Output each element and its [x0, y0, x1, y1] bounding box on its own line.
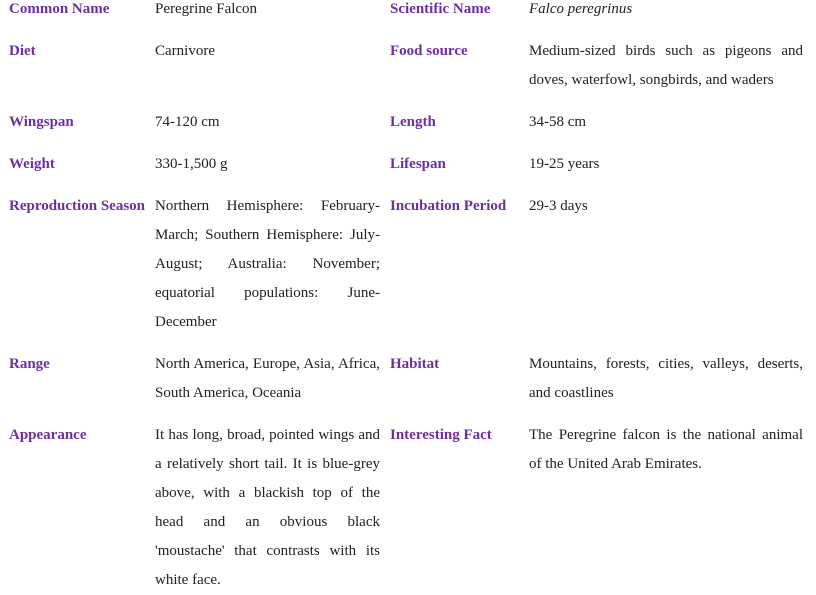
row-value: Falco peregrinus: [529, 1, 633, 17]
row-label: Appearance: [9, 427, 87, 443]
row-label: Diet: [9, 43, 36, 59]
row-value: The Peregrine falcon is the national animal of the United Arab Emirates.: [529, 427, 803, 472]
table-row: [0, 37, 815, 108]
row-value: Peregrine Falcon: [155, 1, 258, 17]
row-value: 34-58 cm: [529, 114, 587, 130]
row-value: Mountains, forests, cities, valleys, deserts, and coastlines: [529, 356, 803, 401]
row-label: Common Name: [9, 1, 110, 17]
row-label: Lifespan: [390, 156, 446, 172]
row-value: Medium-sized birds such as pigeons and doves, waterfowl, songbirds, and waders: [529, 43, 803, 88]
row-label: Reproduction Season: [9, 198, 145, 214]
row-value: Carnivore: [155, 43, 215, 59]
row-label: Length: [390, 114, 436, 130]
row-label: Range: [9, 356, 50, 372]
row-value: North America, Europe, Asia, Africa, South America, Oceania: [155, 356, 380, 401]
table-row: [0, 0, 815, 37]
row-label: Wingspan: [9, 114, 74, 130]
table-row: [0, 108, 815, 150]
row-label: Scientific Name: [390, 1, 491, 17]
row-value: 19-25 years: [529, 156, 600, 172]
table-row: [0, 350, 815, 421]
table-row: [0, 192, 815, 350]
row-label: Incubation Period: [390, 198, 507, 214]
row-label: Weight: [9, 156, 55, 172]
row-value: 74-120 cm: [155, 114, 220, 130]
row-value: 29-3 days: [529, 198, 588, 214]
table-row: [0, 150, 815, 192]
row-value: 330-1,500 g: [155, 156, 228, 172]
row-value: Northern Hemisphere: February-March; Southern Hemisphere: July-August; Australia: November; equatorial populations: June-December: [155, 198, 380, 330]
row-label: Habitat: [390, 356, 440, 372]
row-label: Interesting Fact: [390, 427, 492, 443]
row-label: Food source: [390, 43, 468, 59]
row-value: It has long, broad, pointed wings and a relatively short tail. It is blue-grey above, with a blackish top of the head and an obvious black 'moustache' that contrasts with its white face.: [155, 427, 380, 588]
table-row: [0, 421, 815, 595]
